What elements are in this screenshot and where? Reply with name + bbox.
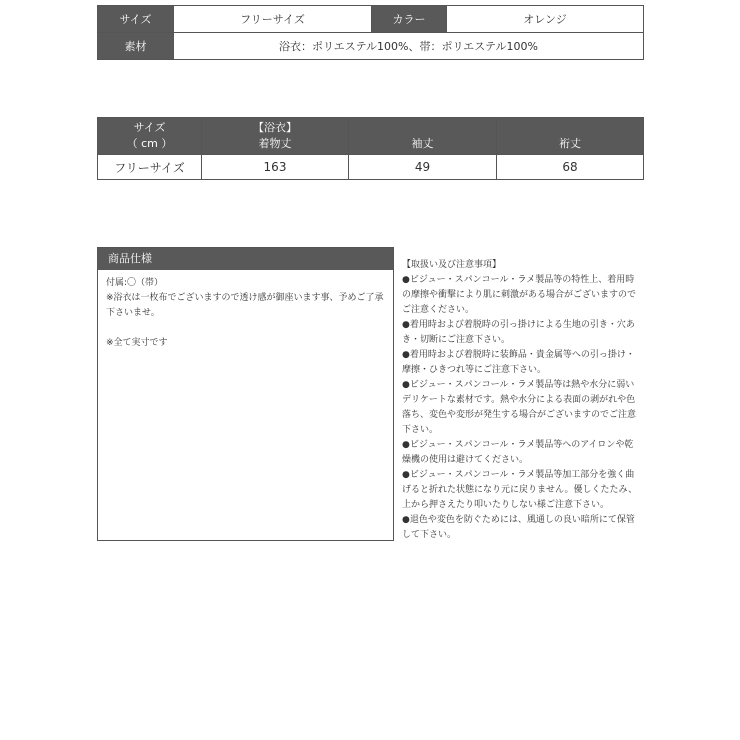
row-yuki: 68: [497, 155, 644, 180]
product-line-accessory: 付属:〇（帯）: [106, 278, 164, 288]
care-line: ●着用時および着脱時に装飾品・貴金属等への引っ掛け・摩擦・ひきつれ等にご注意下さい。: [402, 350, 635, 375]
care-line: ●ビジュー・スパンコール・ラメ製品等は熱や水分に弱いデリケートな素材です。熱や水分による表面の剥がれや色落ち、変色や変形が発生する場合がございますのでご注意下さい。: [402, 380, 637, 435]
spec-row-size: [98, 6, 644, 33]
size-label: サイズ: [98, 6, 174, 33]
care-notes: [402, 258, 642, 543]
size-value: フリーサイズ: [174, 6, 372, 33]
product-line-blank: [106, 321, 385, 336]
size-table: [97, 117, 644, 180]
header-size-line2: （ cm ）: [126, 137, 173, 150]
material-label: 素材: [98, 33, 174, 60]
header-sleeve: 袖丈: [349, 118, 497, 155]
product-line-note: ※浴衣は一枚布でございますので透け感が御座います事、予めご了承下さいませ。: [106, 293, 384, 318]
header-yuki: 裄丈: [497, 118, 644, 155]
row-size: フリーサイズ: [98, 155, 202, 180]
care-line: ●着用時および着脱時の引っ掛けによる生地の引き・穴あき・切断にご注意下さい。: [402, 320, 635, 345]
color-label: カラー: [372, 6, 447, 33]
care-line: ●ビジュー・スパンコール・ラメ製品等へのアイロンや乾燥機の使用は避けてください。: [402, 440, 634, 465]
material-value: 浴衣：ポリエステル100%、帯：ポリエステル100%: [174, 33, 644, 60]
care-line: ●退色や変色を防ぐためには、風通しの良い暗所にて保管して下さい。: [402, 515, 635, 540]
spec-table: [97, 5, 644, 60]
care-title: 【取扱い及び注意事項】: [402, 260, 502, 270]
size-table-header: [98, 118, 644, 155]
header-kimono-line2: 着物丈: [258, 137, 292, 150]
header-kimono: [202, 118, 349, 155]
product-spec-box: [97, 247, 394, 541]
header-size: [98, 118, 202, 155]
row-sleeve: 49: [349, 155, 497, 180]
care-line: ●ビジュー・スパンコール・ラメ製品等の特性上、着用時の摩擦や衝撃により肌に刺激がある場合がございますのでご注意ください。: [402, 275, 637, 315]
header-size-line1: サイズ: [133, 121, 166, 134]
row-kimono: 163: [202, 155, 349, 180]
product-line-actual: ※全て実寸です: [106, 338, 168, 348]
care-line: ●ビジュー・スパンコール・ラメ製品等加工部分を強く曲げると折れた状態になり元に戻りません。優しくたたみ、上から押さえたり叩いたりしない様ご注意下さい。: [402, 470, 638, 510]
header-kimono-line1: 【浴衣】: [253, 121, 297, 134]
spec-row-material: [98, 33, 644, 60]
color-value: オレンジ: [447, 6, 644, 33]
table-row: [98, 155, 644, 180]
product-spec-body: [98, 270, 393, 357]
product-spec-title: 商品仕様: [98, 248, 393, 270]
